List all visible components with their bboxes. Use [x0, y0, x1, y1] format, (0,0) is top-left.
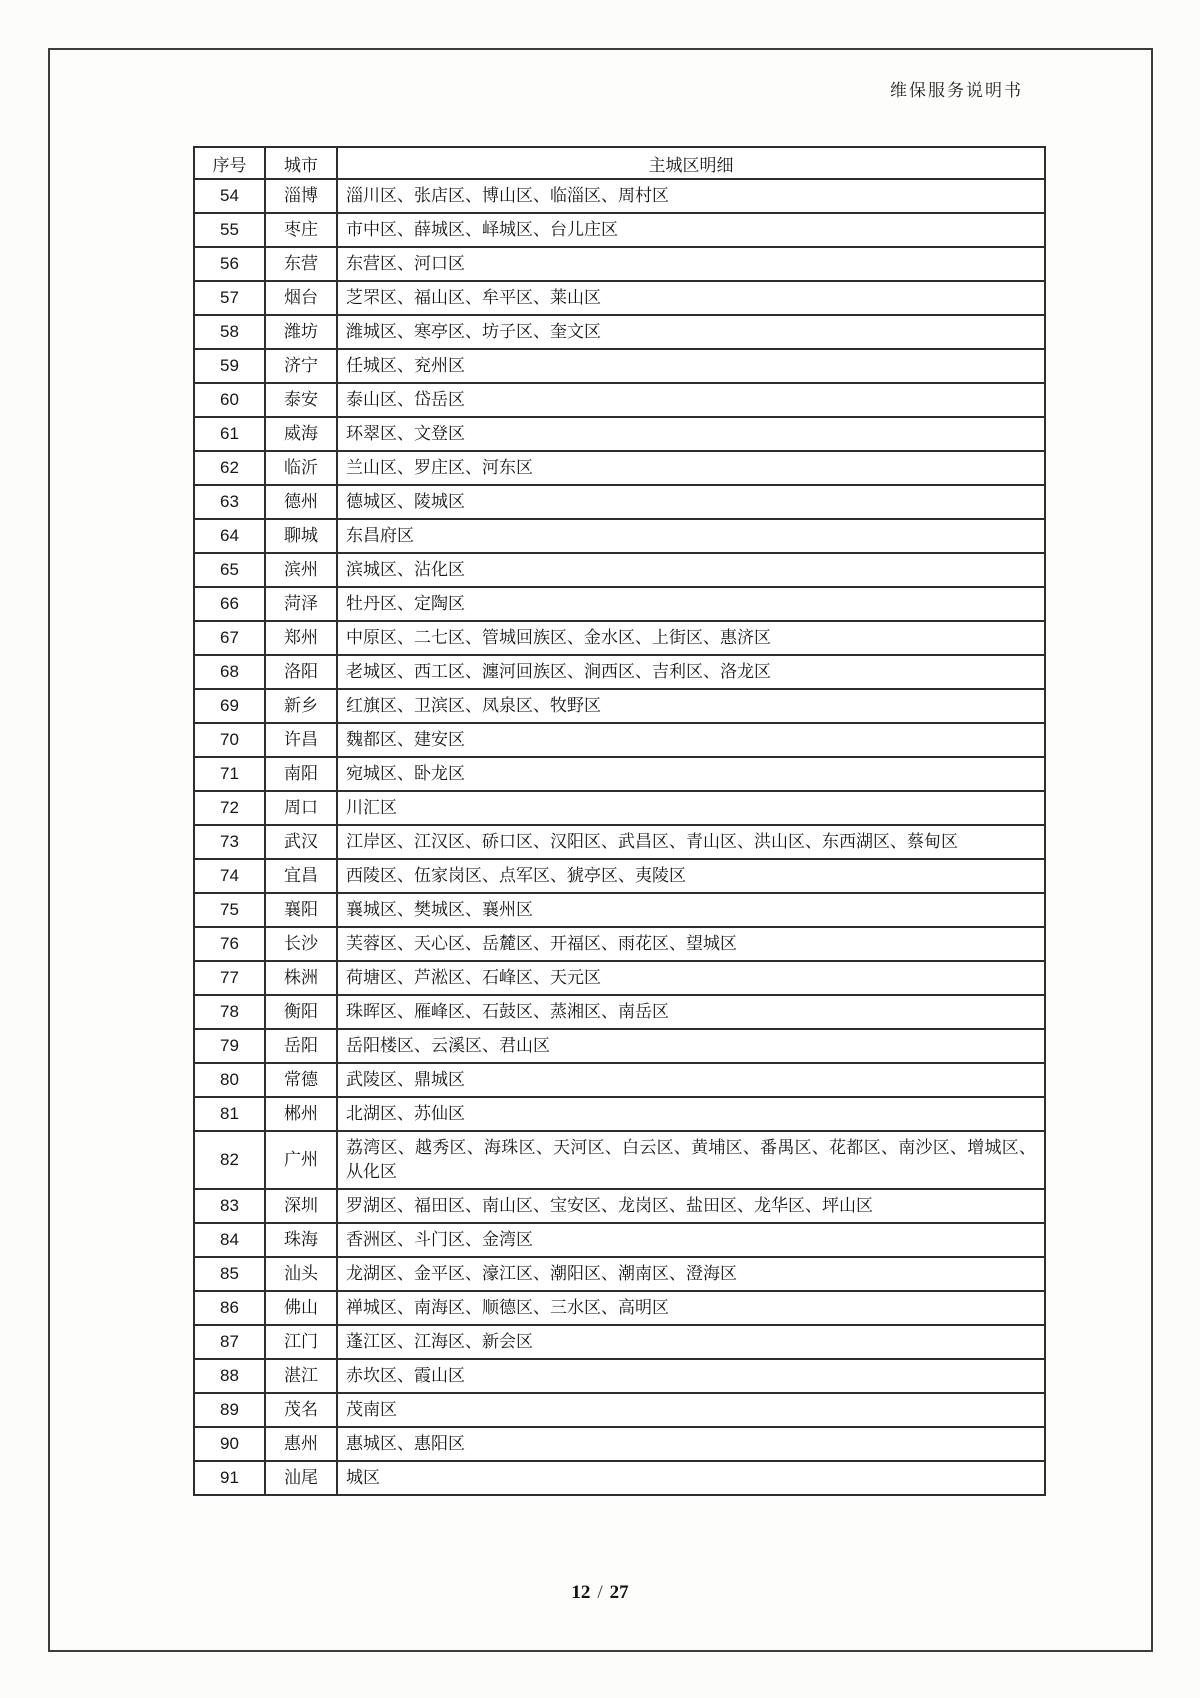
cell-district-list: 老城区、西工区、瀍河回族区、涧西区、吉利区、洛龙区: [337, 655, 1045, 689]
cell-serial-number: 68: [194, 655, 265, 689]
cell-city-name: 枣庄: [265, 213, 337, 247]
cell-district-list: 泰山区、岱岳区: [337, 383, 1045, 417]
cell-city-name: 武汉: [265, 825, 337, 859]
cell-serial-number: 56: [194, 247, 265, 281]
cell-city-name: 聊城: [265, 519, 337, 553]
cell-city-name: 湛江: [265, 1359, 337, 1393]
cell-city-name: 德州: [265, 485, 337, 519]
cell-district-list: 东营区、河口区: [337, 247, 1045, 281]
cell-district-list: 宛城区、卧龙区: [337, 757, 1045, 791]
cell-city-name: 长沙: [265, 927, 337, 961]
cell-serial-number: 59: [194, 349, 265, 383]
cell-city-name: 株洲: [265, 961, 337, 995]
cell-serial-number: 58: [194, 315, 265, 349]
cell-serial-number: 75: [194, 893, 265, 927]
cell-serial-number: 57: [194, 281, 265, 315]
table-row: [194, 655, 1045, 689]
cell-city-name: 深圳: [265, 1189, 337, 1223]
cell-district-list: 市中区、薛城区、峄城区、台儿庄区: [337, 213, 1045, 247]
cell-district-list: 中原区、二七区、管城回族区、金水区、上街区、惠济区: [337, 621, 1045, 655]
cell-district-list: 荷塘区、芦淞区、石峰区、天元区: [337, 961, 1045, 995]
cell-city-name: 南阳: [265, 757, 337, 791]
cell-serial-number: 64: [194, 519, 265, 553]
cell-city-name: 佛山: [265, 1291, 337, 1325]
cell-district-list: 淄川区、张店区、博山区、临淄区、周村区: [337, 179, 1045, 213]
cell-district-list: 荔湾区、越秀区、海珠区、天河区、白云区、黄埔区、番禺区、花都区、南沙区、增城区、从化区: [337, 1131, 1045, 1189]
table-row: [194, 485, 1045, 519]
cell-city-name: 茂名: [265, 1393, 337, 1427]
table-row: [194, 995, 1045, 1029]
page-number-separator: /: [597, 1582, 603, 1603]
table-row: [194, 417, 1045, 451]
table-row: [194, 1393, 1045, 1427]
cell-serial-number: 55: [194, 213, 265, 247]
column-header-no: 序号: [194, 147, 265, 179]
table-row: [194, 1325, 1045, 1359]
cell-district-list: 惠城区、惠阳区: [337, 1427, 1045, 1461]
current-page-number: 12: [571, 1582, 591, 1603]
table-row: [194, 179, 1045, 213]
total-page-count: 27: [609, 1582, 629, 1603]
cell-city-name: 襄阳: [265, 893, 337, 927]
table-row: [194, 1291, 1045, 1325]
cell-city-name: 广州: [265, 1131, 337, 1189]
table-row: [194, 1257, 1045, 1291]
cell-serial-number: 67: [194, 621, 265, 655]
cell-city-name: 泰安: [265, 383, 337, 417]
table-row: [194, 1461, 1045, 1495]
table-row: [194, 349, 1045, 383]
cell-district-list: 红旗区、卫滨区、凤泉区、牧野区: [337, 689, 1045, 723]
table-row: [194, 519, 1045, 553]
cell-district-list: 德城区、陵城区: [337, 485, 1045, 519]
cell-serial-number: 63: [194, 485, 265, 519]
cell-city-name: 江门: [265, 1325, 337, 1359]
cell-city-name: 淄博: [265, 179, 337, 213]
column-header-city: 城市: [265, 147, 337, 179]
cell-serial-number: 62: [194, 451, 265, 485]
cell-serial-number: 88: [194, 1359, 265, 1393]
table-header-row: [194, 147, 1045, 179]
table-row: [194, 315, 1045, 349]
cell-serial-number: 81: [194, 1097, 265, 1131]
table-row: [194, 1223, 1045, 1257]
cell-serial-number: 91: [194, 1461, 265, 1495]
cell-city-name: 新乡: [265, 689, 337, 723]
cell-district-list: 潍城区、寒亭区、坊子区、奎文区: [337, 315, 1045, 349]
cell-district-list: 环翠区、文登区: [337, 417, 1045, 451]
cell-district-list: 茂南区: [337, 1393, 1045, 1427]
cell-city-name: 宜昌: [265, 859, 337, 893]
cell-district-list: 江岸区、江汉区、硚口区、汉阳区、武昌区、青山区、洪山区、东西湖区、蔡甸区: [337, 825, 1045, 859]
table-row: [194, 791, 1045, 825]
table-row: [194, 1427, 1045, 1461]
table-row: [194, 1189, 1045, 1223]
table-row: [194, 893, 1045, 927]
city-district-table: [193, 146, 1046, 1496]
cell-district-list: 岳阳楼区、云溪区、君山区: [337, 1029, 1045, 1063]
cell-city-name: 洛阳: [265, 655, 337, 689]
cell-city-name: 惠州: [265, 1427, 337, 1461]
cell-serial-number: 65: [194, 553, 265, 587]
cell-serial-number: 54: [194, 179, 265, 213]
cell-district-list: 北湖区、苏仙区: [337, 1097, 1045, 1131]
table-row: [194, 1063, 1045, 1097]
cell-district-list: 襄城区、樊城区、襄州区: [337, 893, 1045, 927]
cell-serial-number: 87: [194, 1325, 265, 1359]
table-row: [194, 1359, 1045, 1393]
cell-serial-number: 61: [194, 417, 265, 451]
cell-serial-number: 74: [194, 859, 265, 893]
cell-district-list: 东昌府区: [337, 519, 1045, 553]
cell-city-name: 衡阳: [265, 995, 337, 1029]
table-header: [194, 147, 1045, 179]
cell-district-list: 牡丹区、定陶区: [337, 587, 1045, 621]
table-row: [194, 1131, 1045, 1189]
table-row: [194, 281, 1045, 315]
table-row: [194, 553, 1045, 587]
table-row: [194, 213, 1045, 247]
cell-city-name: 珠海: [265, 1223, 337, 1257]
document-header-title: 维保服务说明书: [890, 81, 1023, 100]
cell-district-list: 魏都区、建安区: [337, 723, 1045, 757]
cell-serial-number: 70: [194, 723, 265, 757]
cell-serial-number: 78: [194, 995, 265, 1029]
cell-serial-number: 82: [194, 1131, 265, 1189]
cell-city-name: 许昌: [265, 723, 337, 757]
column-header-districts: 主城区明细: [337, 147, 1045, 179]
cell-serial-number: 60: [194, 383, 265, 417]
table-row: [194, 247, 1045, 281]
cell-district-list: 赤坎区、霞山区: [337, 1359, 1045, 1393]
cell-district-list: 芙蓉区、天心区、岳麓区、开福区、雨花区、望城区: [337, 927, 1045, 961]
table-row: [194, 723, 1045, 757]
cell-district-list: 川汇区: [337, 791, 1045, 825]
cell-serial-number: 86: [194, 1291, 265, 1325]
table-row: [194, 927, 1045, 961]
table-row: [194, 859, 1045, 893]
cell-city-name: 威海: [265, 417, 337, 451]
cell-city-name: 菏泽: [265, 587, 337, 621]
table-row: [194, 825, 1045, 859]
table-body: [194, 179, 1045, 1495]
cell-serial-number: 66: [194, 587, 265, 621]
cell-district-list: 蓬江区、江海区、新会区: [337, 1325, 1045, 1359]
cell-city-name: 东营: [265, 247, 337, 281]
cell-city-name: 临沂: [265, 451, 337, 485]
table-row: [194, 689, 1045, 723]
cell-serial-number: 73: [194, 825, 265, 859]
cell-serial-number: 84: [194, 1223, 265, 1257]
cell-serial-number: 89: [194, 1393, 265, 1427]
cell-serial-number: 72: [194, 791, 265, 825]
cell-district-list: 任城区、兖州区: [337, 349, 1045, 383]
cell-district-list: 罗湖区、福田区、南山区、宝安区、龙岗区、盐田区、龙华区、坪山区: [337, 1189, 1045, 1223]
cell-city-name: 滨州: [265, 553, 337, 587]
cell-district-list: 珠晖区、雁峰区、石鼓区、蒸湘区、南岳区: [337, 995, 1045, 1029]
cell-serial-number: 69: [194, 689, 265, 723]
cell-district-list: 芝罘区、福山区、牟平区、莱山区: [337, 281, 1045, 315]
cell-serial-number: 90: [194, 1427, 265, 1461]
table-row: [194, 961, 1045, 995]
cell-city-name: 郑州: [265, 621, 337, 655]
cell-district-list: 香洲区、斗门区、金湾区: [337, 1223, 1045, 1257]
cell-district-list: 武陵区、鼎城区: [337, 1063, 1045, 1097]
cell-district-list: 禅城区、南海区、顺德区、三水区、高明区: [337, 1291, 1045, 1325]
cell-serial-number: 85: [194, 1257, 265, 1291]
cell-district-list: 城区: [337, 1461, 1045, 1495]
cell-serial-number: 83: [194, 1189, 265, 1223]
cell-serial-number: 79: [194, 1029, 265, 1063]
table-row: [194, 757, 1045, 791]
table-row: [194, 587, 1045, 621]
cell-city-name: 郴州: [265, 1097, 337, 1131]
cell-serial-number: 76: [194, 927, 265, 961]
cell-serial-number: 71: [194, 757, 265, 791]
cell-city-name: 潍坊: [265, 315, 337, 349]
table-row: [194, 621, 1045, 655]
table-row: [194, 383, 1045, 417]
cell-district-list: 兰山区、罗庄区、河东区: [337, 451, 1045, 485]
cell-city-name: 汕头: [265, 1257, 337, 1291]
cell-city-name: 常德: [265, 1063, 337, 1097]
cell-city-name: 岳阳: [265, 1029, 337, 1063]
cell-city-name: 汕尾: [265, 1461, 337, 1495]
cell-district-list: 滨城区、沾化区: [337, 553, 1045, 587]
page-number-footer: [0, 1582, 1200, 1604]
cell-city-name: 济宁: [265, 349, 337, 383]
cell-district-list: 西陵区、伍家岗区、点军区、猇亭区、夷陵区: [337, 859, 1045, 893]
cell-serial-number: 80: [194, 1063, 265, 1097]
cell-district-list: 龙湖区、金平区、濠江区、潮阳区、潮南区、澄海区: [337, 1257, 1045, 1291]
cell-city-name: 周口: [265, 791, 337, 825]
cell-city-name: 烟台: [265, 281, 337, 315]
cell-serial-number: 77: [194, 961, 265, 995]
table-row: [194, 451, 1045, 485]
table-row: [194, 1097, 1045, 1131]
table-row: [194, 1029, 1045, 1063]
